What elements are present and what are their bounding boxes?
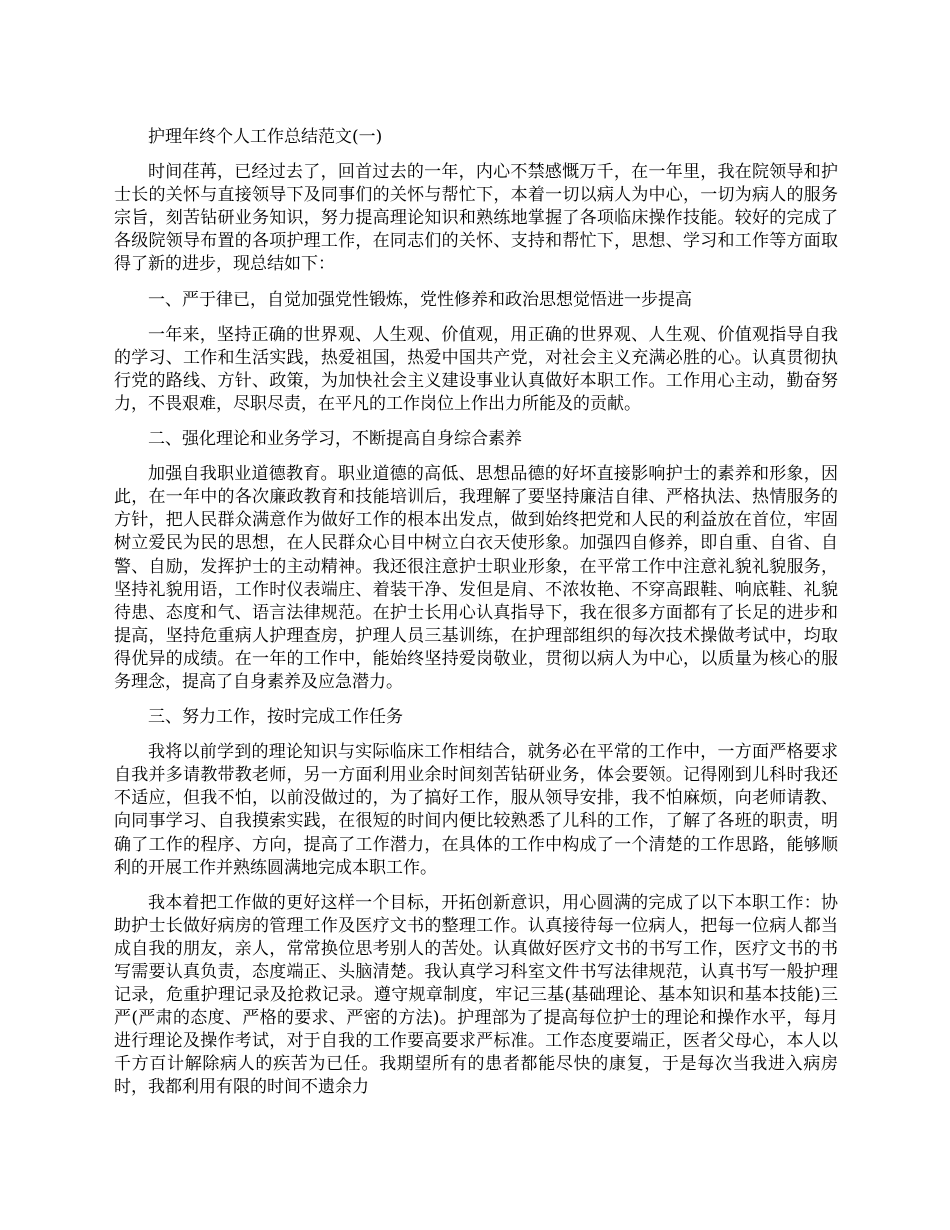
document-title: 护理年终个人工作总结范文(一) (148, 127, 383, 147)
section-heading-1: 一、严于律已，自觉加强党性锻炼，党性修养和政治思想觉悟进一步提高 (148, 289, 692, 310)
section-heading-3: 三、努力工作，按时完成工作任务 (148, 707, 403, 728)
section-3-paragraph-2: 我本着把工作做的更好这样一个目标，开拓创新意识，用心圆满的完成了以下本职工作：协助护士长做好病房的管理工作及医疗文书的整理工作。认真接待每一位病人，把每一位病人都当成自我的朋友，亲人，常常换位思考别人的苦处。认真做好医疗文书的书写工作，医疗文书的书写需要认真负责，态度端正、头脑清楚。我认真学习科室文件书写法律规范，认真书写一般护理记录，危重护理记录及抢救记录。遵守规章制度，牢记三基(基础理论、基本知识和基本技能)三严(严肃的态度、严格的要求、严密的方法)。护理部为了提高每位护士的理论和操作水平，每月进行理论及操作考试，对于自我的工作要高要求严标准。工作态度要端正，医者父母心，本人以千方百计解除病人的疾苦为已任。我期望所有的患者都能尽快的康复，于是每次当我进入病房时，我都利用有限的时间不遗余力 (114, 892, 838, 1098)
section-heading-2: 二、强化理论和业务学习，不断提高自身综合素养 (148, 429, 522, 450)
section-3-paragraph-1: 我将以前学到的理论知识与实际临床工作相结合，就务必在平常的工作中，一方面严格要求自我并多请教带教老师，另一方面利用业余时间刻苦钻研业务，体会要领。记得刚到儿科时我还不适应，但我不怕，以前没做过的，为了搞好工作，服从领导安排，我不怕麻烦，向老师请教、向同事学习、自我摸索实践，在很短的时间内便比较熟悉了儿科的工作，了解了各班的职责，明确了工作的程序、方向，提高了工作潜力，在具体的工作中构成了一个清楚的工作思路，能够顺利的开展工作并熟练圆满地完成本职工作。 (114, 742, 838, 878)
section-2-paragraph: 加强自我职业道德教育。职业道德的高低、思想品德的好坏直接影响护士的素养和形象，因此，在一年中的各次廉政教育和技能培训后，我理解了要坚持廉洁自律、严格执法、热情服务的方针，把人民群众满意作为做好工作的根本出发点，做到始终把党和人民的利益放在首位，牢固树立爱民为民的思想，在人民群众心目中树立白衣天使形象。加强四自修养，即自重、自省、自警、自励，发挥护士的主动精神。我还很注意护士职业形象，在平常工作中注意礼貌礼貌服务，坚持礼貌用语，工作时仪表端庄、着装干净、发但是肩、不浓妆艳、不穿高跟鞋、响底鞋、礼貌待患、态度和气、语言法律规范。在护士长用心认真指导下，我在很多方面都有了长足的进步和提高，坚持危重病人护理查房，护理人员三基训练，在护理部组织的每次技术操做考试中，均取得优异的成绩。在一年的工作中，能始终坚持爱岗敬业，贯彻以病人为中心，以质量为核心的服务理念，提高了自身素养及应急潜力。 (114, 464, 838, 692)
intro-paragraph: 时间荏苒，已经过去了，回首过去的一年，内心不禁感慨万千，在一年里，我在院领导和护士长的关怀与直接领导下及同事们的关怀与帮忙下，本着一切以病人为中心，一切为病人的服务宗旨，刻苦钻研业务知识，努力提高理论知识和熟练地掌握了各项临床操作技能。较好的完成了各级院领导布置的各项护理工作，在同志们的关怀、支持和帮忙下，思想、学习和工作等方面取得了新的进步，现总结如下： (114, 162, 838, 275)
section-1-paragraph: 一年来，坚持正确的世界观、人生观、价值观，用正确的世界观、人生观、价值观指导自我的学习、工作和生活实践，热爱祖国，热爱中国共产党，对社会主义充满必胜的心。认真贯彻执行党的路线、方针、政策，为加快社会主义建设事业认真做好本职工作。工作用心主动，勤奋努力，不畏艰难，尽职尽责，在平凡的工作岗位上作出力所能及的贡献。 (114, 324, 838, 414)
document-body (114, 118, 838, 1100)
